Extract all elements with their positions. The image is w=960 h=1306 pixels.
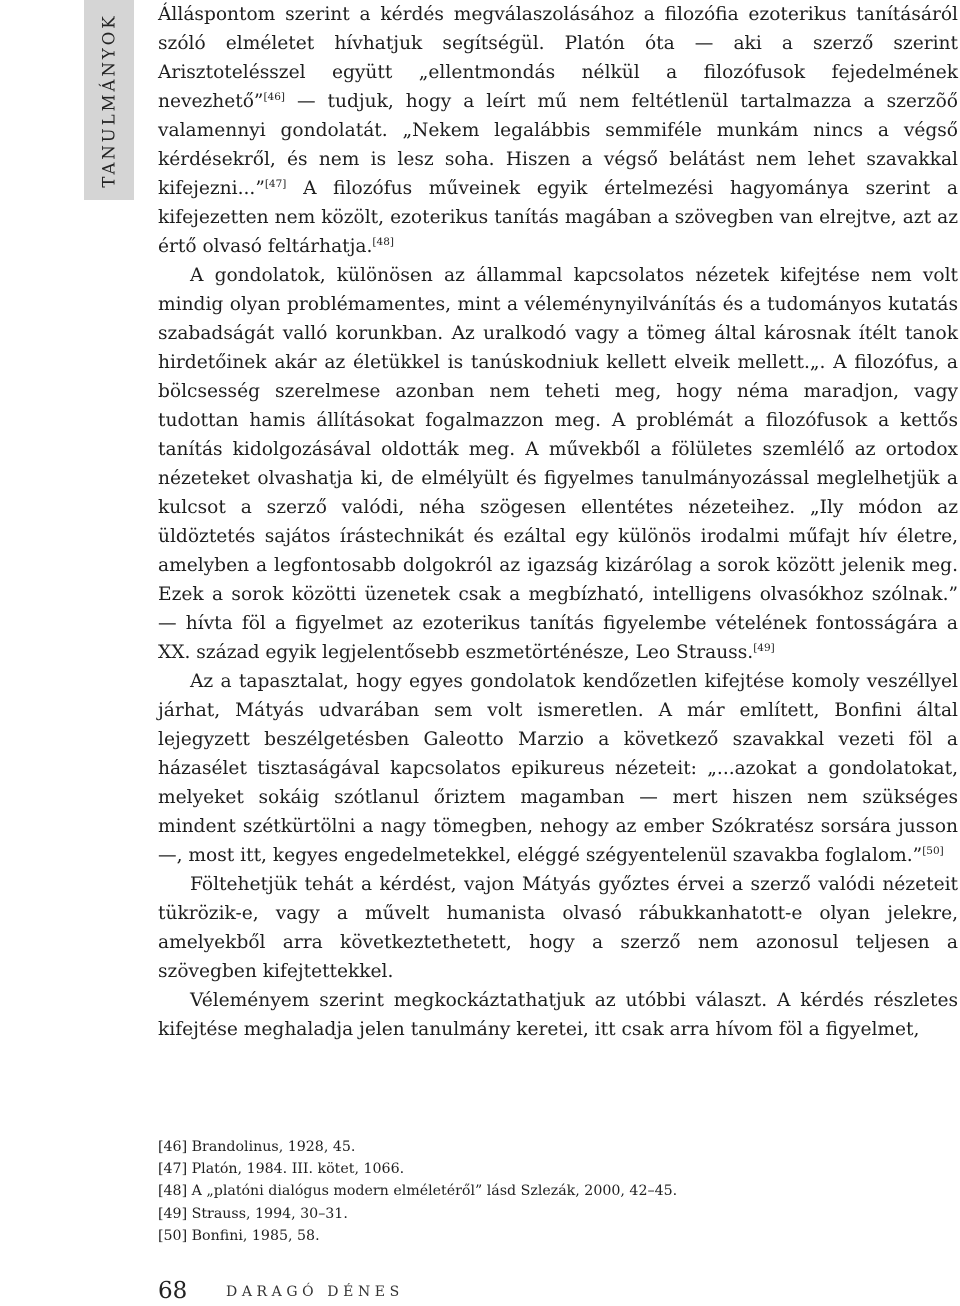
article-body [158,0,958,1044]
footnotes [158,1136,958,1247]
paragraph [158,261,958,667]
paragraph [158,986,958,1044]
paragraph-text: A gondolatok, különösen az állammal kapcsolatos nézetek kifejtése nem volt mindig olyan problémamentes, mint a véleménynyilvánítás és a tudományos kutatás szabadságát valló korunkban. Az uralkodó vagy a tömeg által károsnak ítélt tanok hirdetőinek akár az életükkel is tanúskodniuk kellett elveik mellett.„. A filozófus, a bölcsesség szerelmese azonban nem teheti meg, hogy néma maradjon, vagy tudottan hamis állításokat fogalmazzon meg. A problémát a filozófusok a kettős tanítás kidolgozásával oldották meg. A művekből a fölületes szemlélő az ortodox nézeteket olvashatja ki, de elmélyült és figyelmes tanulmányozással meglelhetjük a kulcsot a szerző valódi, néha szögesen ellentétes nézeteihez. „Ily módon az üldöztetés sajátos írástechnikát és ezáltal egy különös irodalmi műfajt hív életre, amelyben a legfontosabb dolgokról az igazság kizárólag a sorok között jelenik meg. Ezek a sorok közötti üzenetek csak a megbízható, intelligens olvasókhoz szólnak.” — hívta föl a figyelmet az ezoterikus tanítás figyelembe vételének fontosságára a XX. század egyik legjelentősebb eszmetörténésze, Leo Strauss. [158,265,958,663]
page-number: 68 [158,1278,188,1304]
paragraph-text: Véleményem szerint megkockáztathatjuk az utóbbi választ. A kérdés részletes kifejtése meghaladja jelen tanulmány keretei, itt csak arra hívom föl a figyelmet, [158,990,958,1040]
footnote: [46] Brandolinus, 1928, 45. [158,1139,356,1155]
footnote: [49] Strauss, 1994, 30–31. [158,1205,348,1222]
footnote-reference[interactable]: [47] [264,178,287,190]
paragraph-text: A filozófus műveinek egyik értelmezési hagyománya szerint a kifejezetten nem közölt, ezoterikus tanítás magában a szövegben van elrejtve, azt az értő olvasó feltárhatja. [158,178,958,257]
paragraph [158,0,958,261]
footnote-reference[interactable]: [50] [922,845,944,857]
paragraph [158,667,958,870]
footnote-reference[interactable]: [48] [372,236,394,248]
paragraph [158,870,958,986]
footnote: [50] Bonfini, 1985, 58. [158,1227,320,1244]
section-tab-label: TANULMÁNYOK [99,12,119,188]
running-author: DARAGÓ DÉNES [226,1284,404,1300]
footnote-reference[interactable]: [46] [263,91,285,103]
footnote: [47] Platón, 1984. III. kötet, 1066. [158,1161,405,1178]
paragraph-text: Álláspontom szerint a kérdés megválaszolásához a filozófia ezoterikus tanításáról szóló elméletet hívhatjuk segítségül. Platón óta — aki a szerző szerint Arisztotelésszel együtt „ellentmondás nélkül a filozófusok fejedelmének nevezhető” [158,4,958,112]
paragraph-text: Az a tapasztalat, hogy egyes gondolatok kendőzetlen kifejtése komoly veszéllyel járhat, Mátyás udvarában sem volt ismeretlen. A már említett, Bonfini által lejegyzett beszélgetésben Galeotto Marzio a következő szavakkal vezeti föl a házasélet tisztaságával kapcsolatos epikureus nézeteit: „...azokat a gondolatokat, melyeket sokáig szótlanul őriztem magamban — mert hiszen nem szükséges mindent szétkürtölni a nagy tömegben, nehogy az ember Szókratész sorsára jusson —, most itt, kegyes engedelmetekkel, eléggé szégyentelenül szavakba foglalom.” [158,671,958,866]
footnote: [48] A „platóni dialógus modern elméletéről” lásd Szlezák, 2000, 42–45. [158,1183,678,1200]
section-tab [84,0,134,200]
paragraph-text: — tudjuk, hogy a leírt mű nem feltétlenül tartalmazza a szerzõő valamennyi gondolatát. „Nekem legalábbis semmiféle munkám nincs a végső kérdésekről, és nem is lesz soha. Hiszen a végső belátást nem lehet szavakkal kifejezni...” [158,91,958,199]
footnote-reference[interactable]: [49] [753,642,775,654]
paragraph-text: Föltehetjük tehát a kérdést, vajon Mátyás győztes érvei a szerző valódi nézeteit tükrözik-e, vagy a művelt humanista olvasó rábukkanhatott-e olyan jelekre, amelyekből arra következtethetett, hogy a szerző nem azonosul teljesen a szövegben kifejtettekkel. [158,874,958,982]
